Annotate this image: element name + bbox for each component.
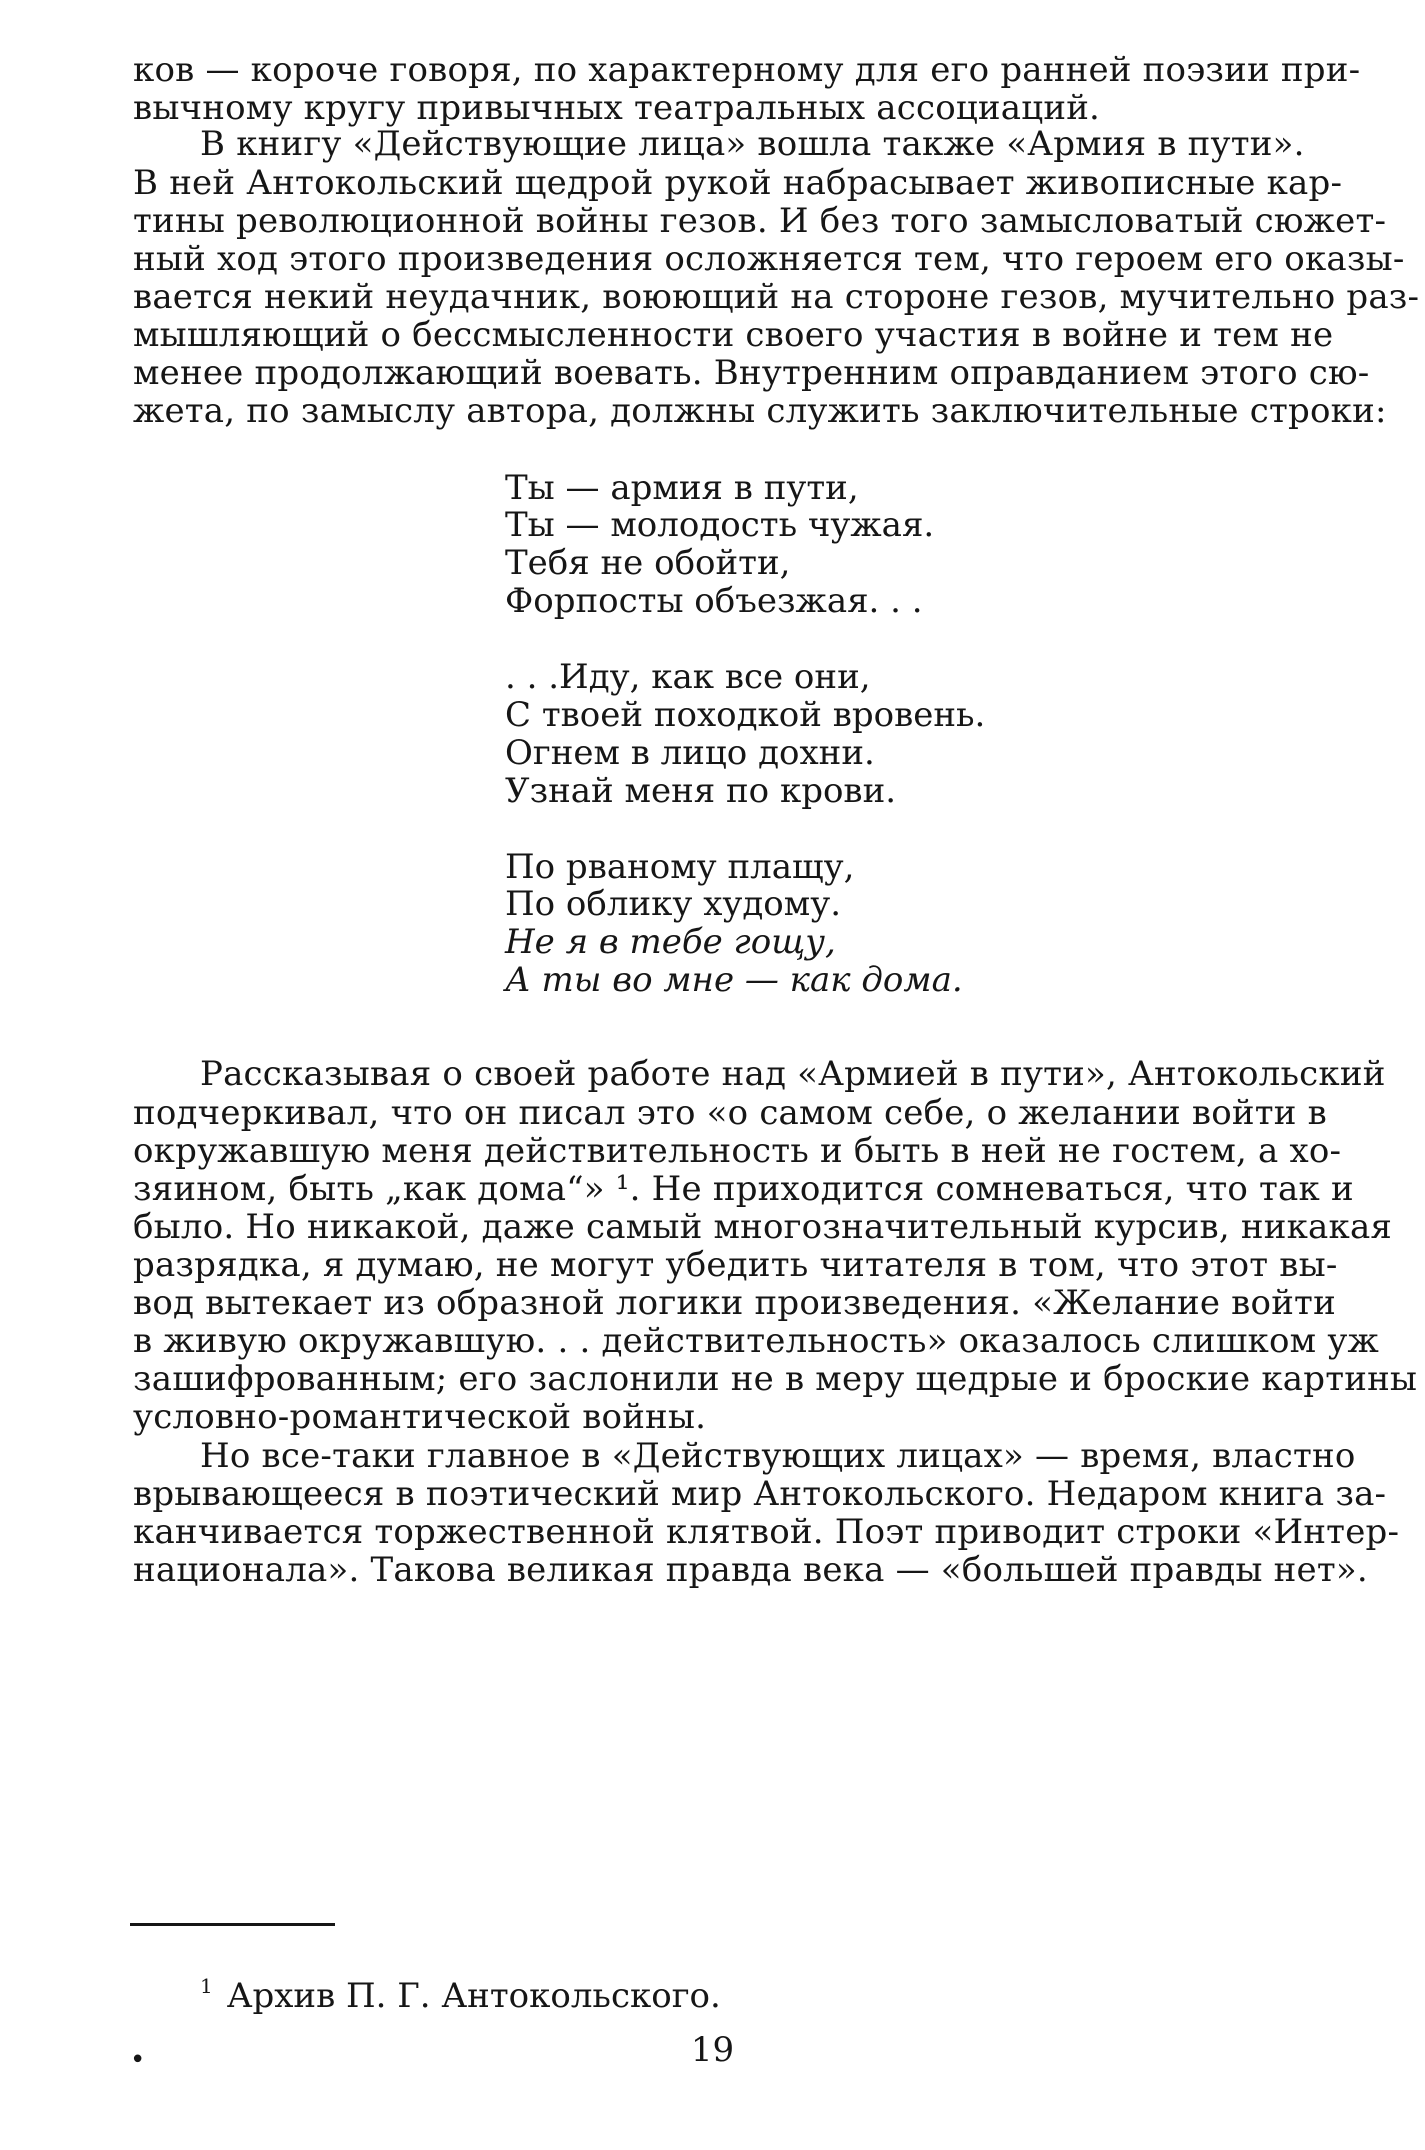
poem-stanza-2-line-3: Огнем в лицо дохни. bbox=[505, 733, 875, 773]
page-number: 19 bbox=[690, 2030, 735, 2070]
paragraph-2-line-3: тины революционной войны гезов. И без того замысловатый сюжет- bbox=[133, 201, 1387, 241]
paragraph-2-line-4: ный ход этого произведения осложняется тем, что героем его оказы- bbox=[133, 239, 1405, 279]
paragraph-3-line-3: окружавшую меня действительность и быть в ней не гостем, а хо- bbox=[133, 1131, 1342, 1171]
footnote-text: Архив П. Г. Антокольского. bbox=[226, 1976, 721, 2016]
poem-stanza-3-line-2: По облику худому. bbox=[505, 884, 842, 924]
paragraph-4-line-3: канчивается торжественной клятвой. Поэт приводит строки «Интер- bbox=[133, 1512, 1400, 1552]
paragraph-2-line-8: жета, по замыслу автора, должны служить заключительные строки: bbox=[133, 391, 1387, 431]
poem-stanza-2-line-2: С твоей походкой вровень. bbox=[505, 695, 986, 735]
paragraph-2-line-5: вается некий неудачник, воюющий на стороне гезов, мучительно раз- bbox=[133, 277, 1420, 317]
poem-stanza-1-line-2: Ты — молодость чужая. bbox=[505, 505, 935, 545]
poem-stanza-1-line-4: Форпосты объезжая. . . bbox=[505, 581, 923, 621]
poem-stanza-1-line-3: Тебя не обойти, bbox=[505, 543, 791, 583]
footnote-separator bbox=[130, 1923, 335, 1926]
paragraph-3-line-8: в живую окружавшую. . . действительность» оказалось слишком уж bbox=[133, 1321, 1379, 1361]
poem-stanza-3-line-4-italic: А ты во мне — как дома. bbox=[505, 960, 963, 1000]
paragraph-4-line-1: Но все-таки главное в «Действующих лицах» — время, властно bbox=[200, 1436, 1356, 1476]
poem-stanza-2-line-1: . . .Иду, как все они, bbox=[505, 657, 871, 697]
paragraph-2-line-2: В ней Антокольский щедрой рукой набрасывает живописные кар- bbox=[133, 163, 1343, 203]
footnote-marker: 1 bbox=[200, 1974, 213, 1998]
paragraph-2-line-7: менее продолжающий воевать. Внутренним оправданием этого сю- bbox=[133, 353, 1370, 393]
poem-stanza-2-line-4: Узнай меня по крови. bbox=[505, 771, 897, 811]
paragraph-3-line-7: вод вытекает из образной логики произведения. «Желание войти bbox=[133, 1283, 1336, 1323]
paragraph-3-line-4: зяином, быть „как дома“» ¹. Не приходится сомневаться, что так и bbox=[133, 1169, 1354, 1209]
poem-stanza-3-line-1: По рваному плащу, bbox=[505, 847, 855, 887]
bullet-mark: • bbox=[130, 2045, 146, 2075]
paragraph-3-line-5: было. Но никакой, даже самый многозначительный курсив, никакая bbox=[133, 1207, 1393, 1247]
poem-stanza-1-line-1: Ты — армия в пути, bbox=[505, 468, 859, 508]
paragraph-2-line-6: мышляющий о бессмысленности своего участия в войне и тем не bbox=[133, 315, 1334, 355]
paragraph-1-line-1: ков — короче говоря, по характерному для его ранней поэзии при- bbox=[133, 50, 1361, 90]
paragraph-3-line-9: зашифрованным; его заслонили не в меру щедрые и броские картины bbox=[133, 1359, 1418, 1399]
paragraph-4-line-4: национала». Такова великая правда века — «большей правды нет». bbox=[133, 1550, 1368, 1590]
paragraph-2-line-1: В книгу «Действующие лица» вошла также «Армия в пути». bbox=[200, 124, 1305, 164]
footnote bbox=[200, 1964, 721, 2016]
paragraph-3-line-1: Рассказывая о своей работе над «Армией в пути», Антокольский bbox=[200, 1054, 1386, 1094]
paragraph-1-line-2: вычному кругу привычных театральных ассоциаций. bbox=[133, 88, 1101, 128]
poem-stanza-3-line-3-italic: Не я в тебе гощу, bbox=[505, 922, 836, 962]
paragraph-3-line-6: разрядка, я думаю, не могут убедить читателя в том, что этот вы- bbox=[133, 1245, 1338, 1285]
paragraph-3-line-2: подчеркивал, что он писал это «о самом себе, о желании войти в bbox=[133, 1093, 1327, 1133]
paragraph-3-line-10: условно-романтической войны. bbox=[133, 1397, 707, 1437]
paragraph-4-line-2: врывающееся в поэтический мир Антокольского. Недаром книга за- bbox=[133, 1474, 1387, 1514]
